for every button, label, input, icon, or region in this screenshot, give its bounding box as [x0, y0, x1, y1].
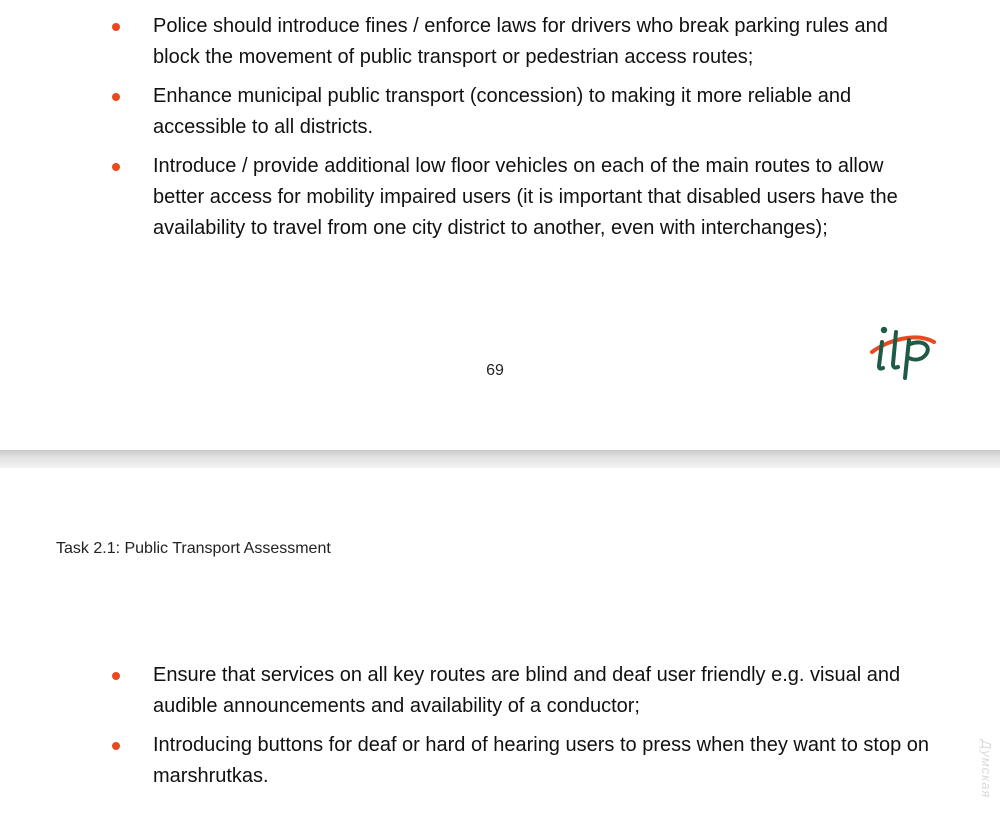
list-item — [0, 730, 1000, 792]
page-number: 69 — [486, 362, 504, 379]
itp-logo-icon — [868, 322, 938, 382]
list-item — [0, 660, 1000, 722]
list-item-text: Ensure that services on all key routes are blind and deaf user friendly e.g. visual and audible announcements and availability of a conductor; — [153, 664, 901, 717]
bullet-icon — [112, 163, 120, 171]
list-item-text: Enhance municipal public transport (concession) to making it more reliable and accessible to all districts. — [153, 85, 852, 138]
watermark: Думская — [979, 740, 994, 799]
list-item-text: Police should introduce fines / enforce laws for drivers who break parking rules and block the movement of public transport or pedestrian access routes; — [153, 15, 888, 68]
bullet-list — [0, 660, 1000, 800]
list-item-text: Introduce / provide additional low floor vehicles on each of the main routes to allow better access for mobility impaired users (it is important that disabled users have the availability to travel from one city district to another, even with interchanges); — [153, 155, 898, 239]
page-separator — [0, 450, 1000, 468]
bullet-icon — [112, 742, 120, 750]
bullet-list — [0, 11, 1000, 252]
bullet-icon — [112, 23, 120, 31]
list-item — [0, 151, 1000, 244]
list-item-text: Introducing buttons for deaf or hard of hearing users to press when they want to stop on marshrutkas. — [153, 734, 930, 787]
page-header: Task 2.1: Public Transport Assessment — [56, 540, 331, 557]
list-item — [0, 81, 1000, 143]
bullet-icon — [112, 672, 120, 680]
document-page-bottom — [0, 468, 1000, 822]
bullet-icon — [112, 93, 120, 101]
list-item — [0, 11, 1000, 73]
